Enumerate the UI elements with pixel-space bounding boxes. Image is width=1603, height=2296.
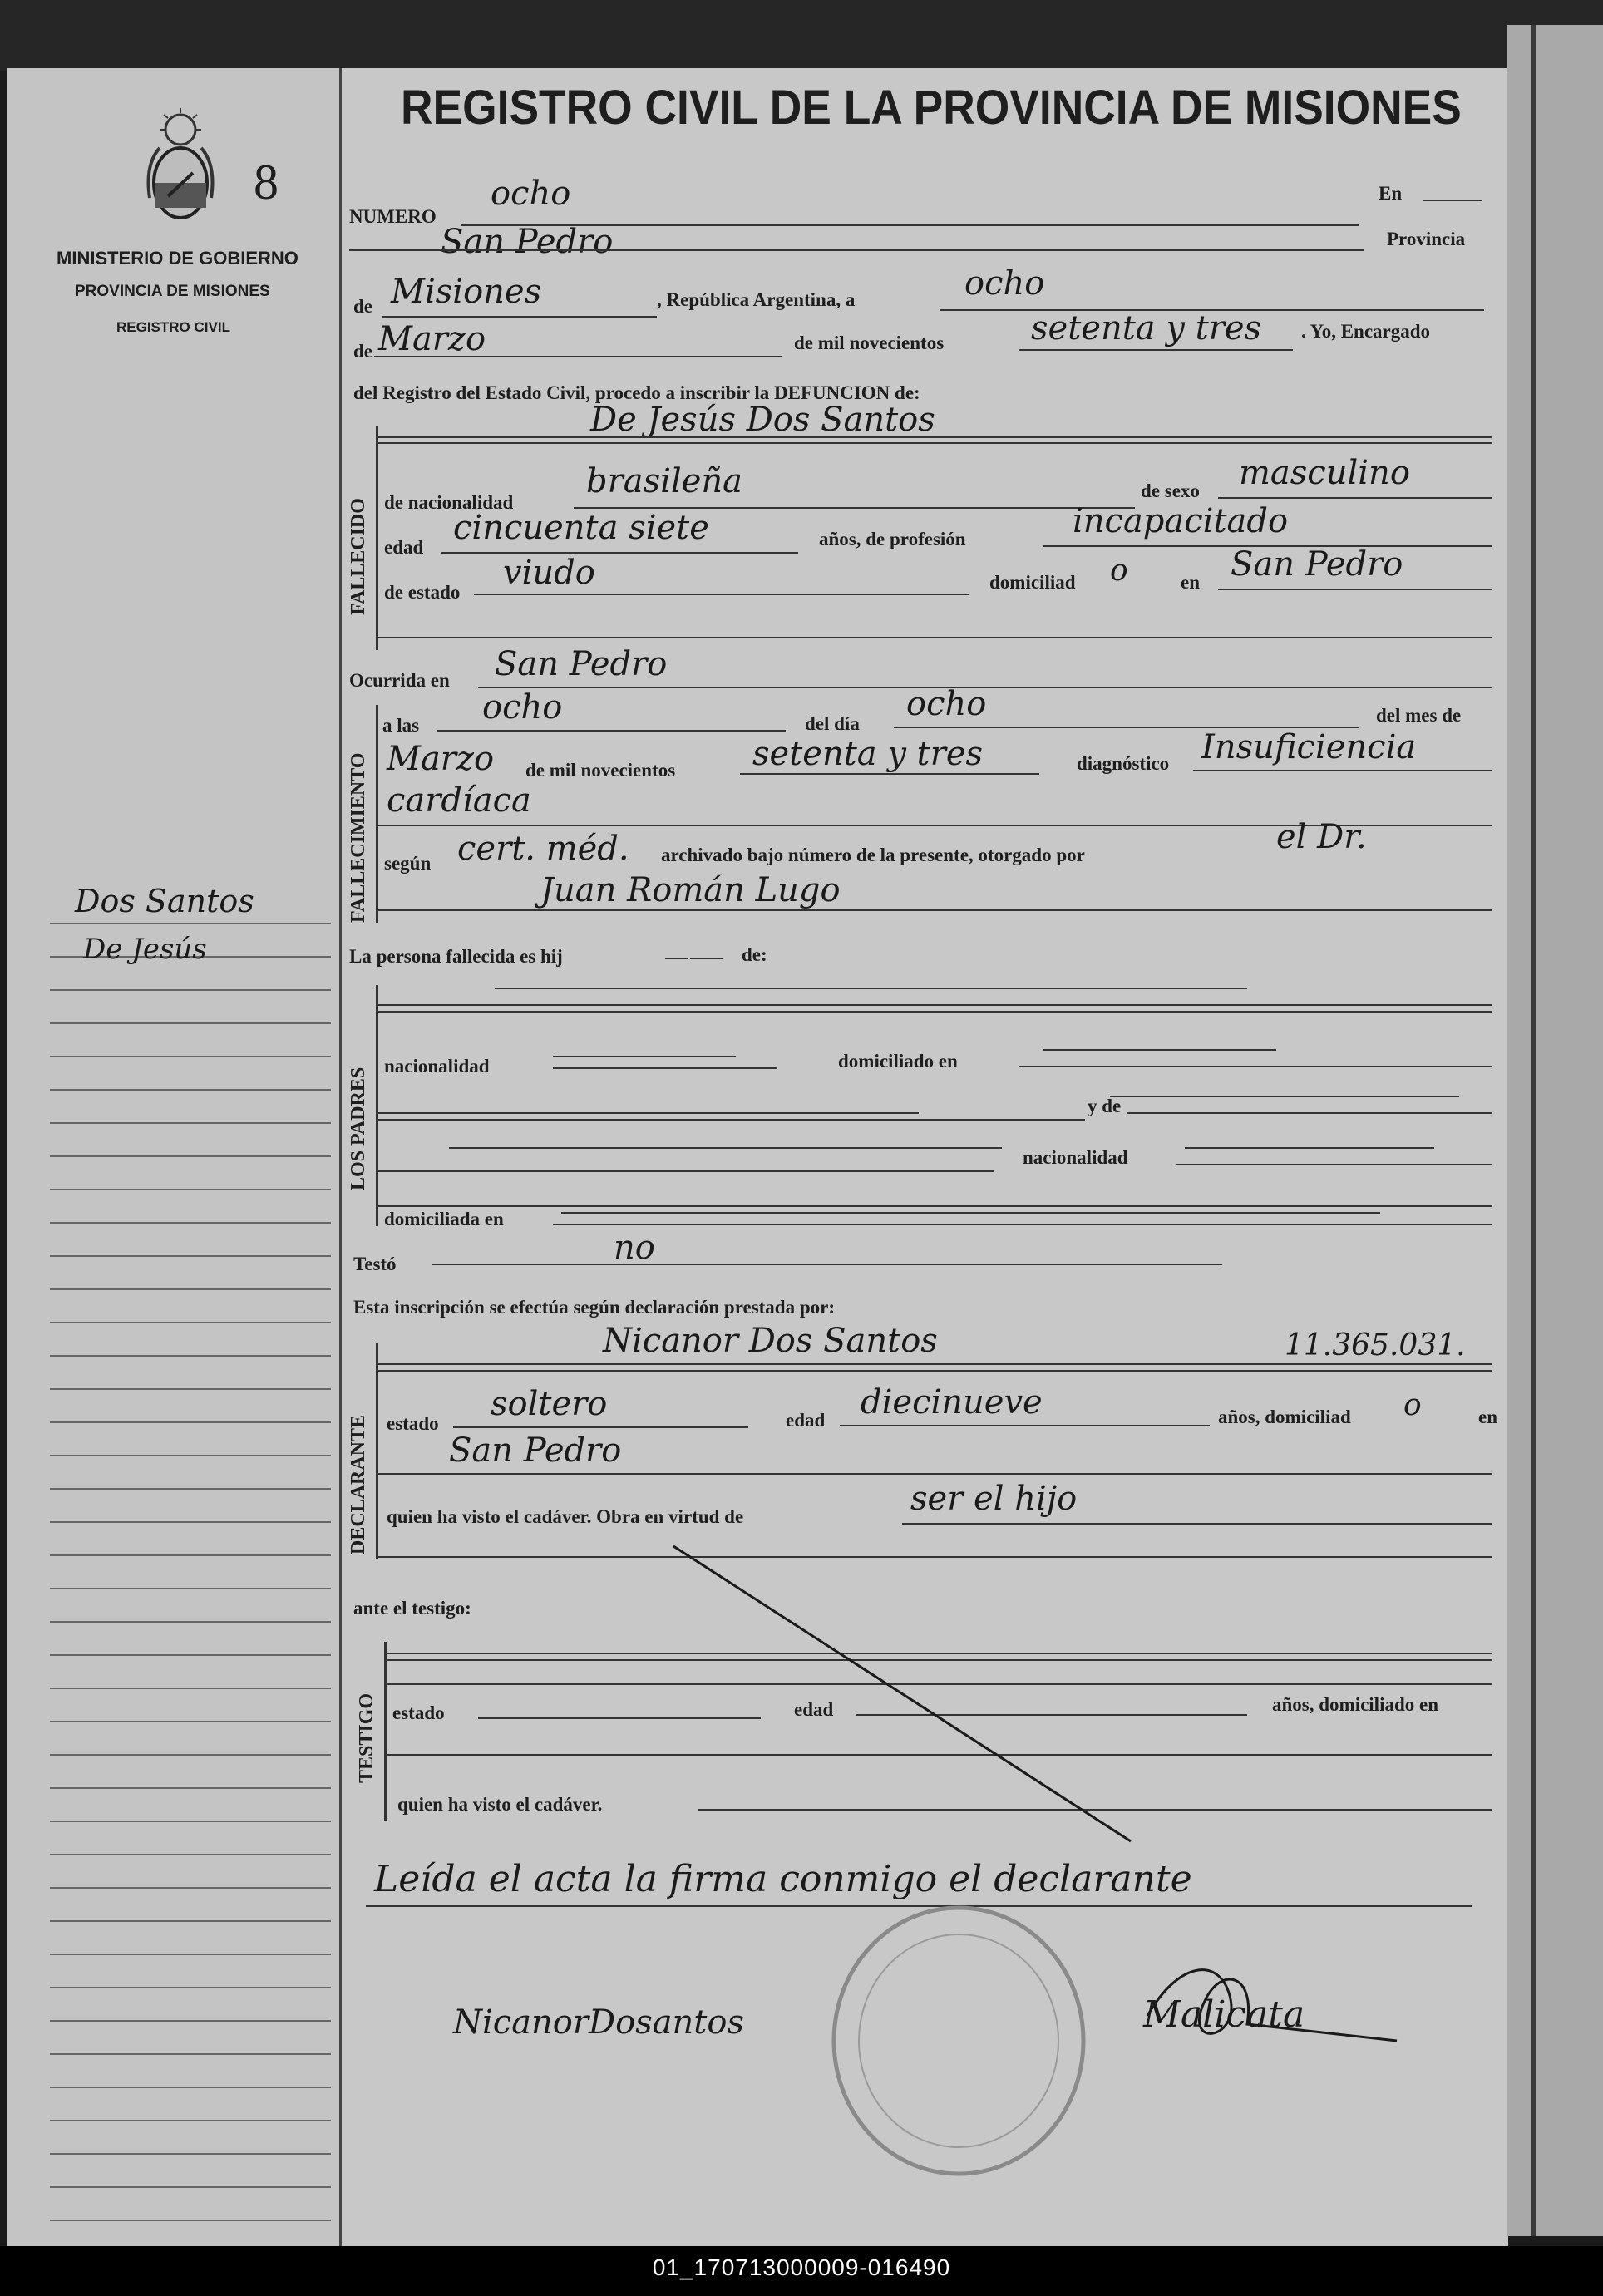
margin-rule-line <box>50 1521 331 1523</box>
hw-diagnostico2: cardíaca <box>387 781 531 820</box>
label-edad-dec: edad <box>786 1410 826 1431</box>
official-stamp <box>821 1899 1096 2182</box>
book-binding <box>1507 25 1603 2236</box>
label-edad: edad <box>384 537 424 558</box>
label-domiciliado-padre: domiciliado en <box>838 1051 958 1072</box>
label-nacionalidad: de nacionalidad <box>384 492 514 513</box>
label-registro: del Registro del Estado Civil, procedo a inscribir la DEFUNCION de: <box>353 382 920 403</box>
section-fallecido: FALLECIDO <box>348 498 369 615</box>
label-en: En <box>1379 183 1403 204</box>
label-anos-dom-test: años, domiciliado en <box>1272 1694 1439 1715</box>
margin-rule-line <box>50 1821 331 1822</box>
hw-dia2: ocho <box>906 685 987 723</box>
section-fallecimiento: FALLECIMIENTO <box>348 752 369 923</box>
margin-rule-line <box>50 1122 331 1124</box>
label-anos-dom: años, domiciliad <box>1218 1407 1351 1427</box>
margin-rule-line <box>50 1455 331 1456</box>
hw-declarante: Nicanor Dos Santos <box>603 1322 938 1360</box>
hw-estado-dec: soltero <box>491 1385 608 1423</box>
label-de-mil: de mil novecientos <box>794 333 945 353</box>
label-hij: La persona fallecida es hij <box>349 946 563 967</box>
hw-lugar: San Pedro <box>441 223 614 261</box>
label-de2: de: <box>742 944 767 965</box>
label-archivado: archivado bajo número de la presente, otorgado por <box>661 845 1085 865</box>
margin-rule-line <box>50 1355 331 1357</box>
label-republica: , República Argentina, a <box>657 289 856 310</box>
margin-rule-line <box>50 1954 331 1955</box>
margin-rule-line <box>50 989 331 991</box>
label-segun: según <box>384 853 432 874</box>
ministry-label: MINISTERIO DE GOBIERNO <box>57 248 298 269</box>
label-diagnostico: diagnóstico <box>1077 753 1170 774</box>
hw-profesion: incapacitado <box>1073 502 1289 540</box>
margin-rule-line <box>50 2186 331 2188</box>
footer-bar <box>0 2246 1603 2296</box>
hw-cierre: Leída el acta la firma conmigo el declarante <box>374 1858 1192 1900</box>
margin-rule-line <box>50 2087 331 2088</box>
margin-rule-line <box>50 1255 331 1257</box>
signature-flourish <box>1131 1949 1413 2066</box>
margin-rule-line <box>50 1189 331 1190</box>
file-identifier: 01_170713000009-016490 <box>652 2254 951 2280</box>
margin-rule-line <box>50 1721 331 1722</box>
label-ocurrida: Ocurrida en <box>349 670 450 691</box>
label-testo: Testó <box>353 1254 397 1274</box>
margin-rule-line <box>50 1222 331 1224</box>
label-del-dia: del día <box>805 713 860 734</box>
margin-rule-line <box>50 1089 331 1091</box>
label-y-de: y de <box>1088 1096 1122 1116</box>
margin-rule-line <box>50 2220 331 2221</box>
margin-rule-line <box>50 923 331 924</box>
label-anos-profesion: años, de profesión <box>819 529 966 549</box>
hw-edad-dec: diecinueve <box>861 1383 1043 1421</box>
section-declarante: DECLARANTE <box>348 1414 369 1554</box>
hw-otorgado: el Dr. <box>1276 818 1367 856</box>
margin-rule-line <box>50 1421 331 1423</box>
margin-rule-line <box>50 1887 331 1889</box>
margin-rule-line <box>50 1654 331 1656</box>
label-domiciliada: domiciliada en <box>384 1209 504 1229</box>
hw-nombre: De Jesús Dos Santos <box>590 401 935 439</box>
hw-nacionalidad: brasileña <box>586 462 742 500</box>
margin-rule-line <box>50 1621 331 1623</box>
label-numero: NUMERO <box>349 206 437 227</box>
page-title: REGISTRO CIVIL DE LA PROVINCIA DE MISIONES <box>401 81 1462 135</box>
label-yo: . Yo, Encargado <box>1301 321 1431 342</box>
signature-oficial: Malicata <box>1143 1993 1305 2036</box>
margin-rule-line <box>50 1388 331 1390</box>
signature-declarante: NicanorDosantos <box>453 2003 744 2042</box>
label-sexo: de sexo <box>1141 480 1200 501</box>
hw-testo: no <box>614 1229 655 1267</box>
margin-rule-line <box>50 1288 331 1290</box>
label-nacionalidad-padre: nacionalidad <box>384 1056 490 1077</box>
label-quien: quien ha visto el cadáver. Obra en virtud de <box>387 1506 744 1527</box>
margin-rule-line <box>50 2153 331 2155</box>
hw-mes: Marzo <box>378 320 486 358</box>
margin-rule-line <box>50 1588 331 1589</box>
label-estado: de estado <box>384 582 461 603</box>
hw-anio: setenta y tres <box>1031 309 1262 347</box>
label-inscripcion: Esta inscripción se efectúa según declaración prestada por: <box>353 1297 836 1318</box>
label-del-mes: del mes de <box>1376 705 1462 726</box>
hw-domicilio: San Pedro <box>1231 545 1403 584</box>
margin-note-surname: Dos Santos <box>75 883 254 919</box>
label-estado-test: estado <box>392 1702 445 1723</box>
label-de-mes: de <box>353 341 372 362</box>
margin-rule-line <box>50 1022 331 1024</box>
label-de-mil2: de mil novecientos <box>525 760 676 781</box>
hw-domicilio-dec: San Pedro <box>449 1431 622 1470</box>
hw-estado: viudo <box>503 554 595 592</box>
hw-dom-dec-suffix: o <box>1403 1388 1422 1422</box>
margin-rule-line <box>50 1787 331 1789</box>
label-nacionalidad-madre: nacionalidad <box>1023 1147 1128 1168</box>
margin-note-given: De Jesús <box>83 933 207 966</box>
margin-column <box>7 68 342 2246</box>
hw-hora: ocho <box>482 688 563 727</box>
label-de: de <box>353 296 372 317</box>
margin-rule-line <box>50 1854 331 1855</box>
hw-segun: cert. méd. <box>457 830 629 868</box>
label-en-dec: en <box>1478 1407 1497 1427</box>
section-padres: LOS PADRES <box>348 1067 369 1190</box>
binding-top <box>0 0 1603 71</box>
label-a-las: a las <box>382 715 420 736</box>
margin-rule-line <box>50 1920 331 1922</box>
province-label: PROVINCIA DE MISIONES <box>75 283 270 300</box>
registry-label: REGISTRO CIVIL <box>116 319 230 335</box>
margin-rule-line <box>50 1056 331 1057</box>
label-domiciliado: domiciliad <box>989 572 1076 593</box>
label-edad-test: edad <box>794 1699 834 1720</box>
section-testigo: TESTIGO <box>356 1692 377 1783</box>
margin-rule-line <box>50 1488 331 1490</box>
hw-doctor: Juan Román Lugo <box>540 871 841 909</box>
hw-anio2: setenta y tres <box>752 735 984 773</box>
hw-ocurrida: San Pedro <box>495 645 668 683</box>
hw-documento: 11.365.031. <box>1285 1328 1466 1362</box>
margin-rule-line <box>50 2020 331 2022</box>
margin-rule-line <box>50 1754 331 1756</box>
margin-rule-line <box>50 1987 331 1988</box>
margin-rule-line <box>50 2053 331 2055</box>
hw-sexo: masculino <box>1239 454 1410 492</box>
hw-mes2: Marzo <box>387 740 495 778</box>
hw-dom-suffix: o <box>1110 554 1128 588</box>
label-provincia: Provincia <box>1387 229 1466 249</box>
hw-dia: ocho <box>964 264 1045 303</box>
hw-diagnostico1: Insuficiencia <box>1201 728 1417 766</box>
margin-rule-line <box>50 1688 331 1689</box>
margin-rule-line <box>50 1322 331 1323</box>
argentina-coat-of-arms-icon <box>143 106 218 231</box>
hw-provincia: Misiones <box>391 273 542 311</box>
label-ante: ante el testigo: <box>353 1598 471 1619</box>
cancellation-stroke <box>665 1538 1147 1854</box>
margin-rule-line <box>50 1155 331 1157</box>
hw-edad: cincuenta siete <box>453 509 709 547</box>
margin-rule-line <box>50 1554 331 1556</box>
hw-virtud: ser el hijo <box>910 1480 1078 1518</box>
label-quien-test: quien ha visto el cadáver. <box>397 1794 603 1815</box>
act-number: 8 <box>254 155 279 209</box>
label-en-domicilio: en <box>1181 572 1200 593</box>
hw-numero: ocho <box>491 175 571 213</box>
margin-rule-line <box>50 2120 331 2121</box>
label-estado-dec: estado <box>387 1413 439 1434</box>
